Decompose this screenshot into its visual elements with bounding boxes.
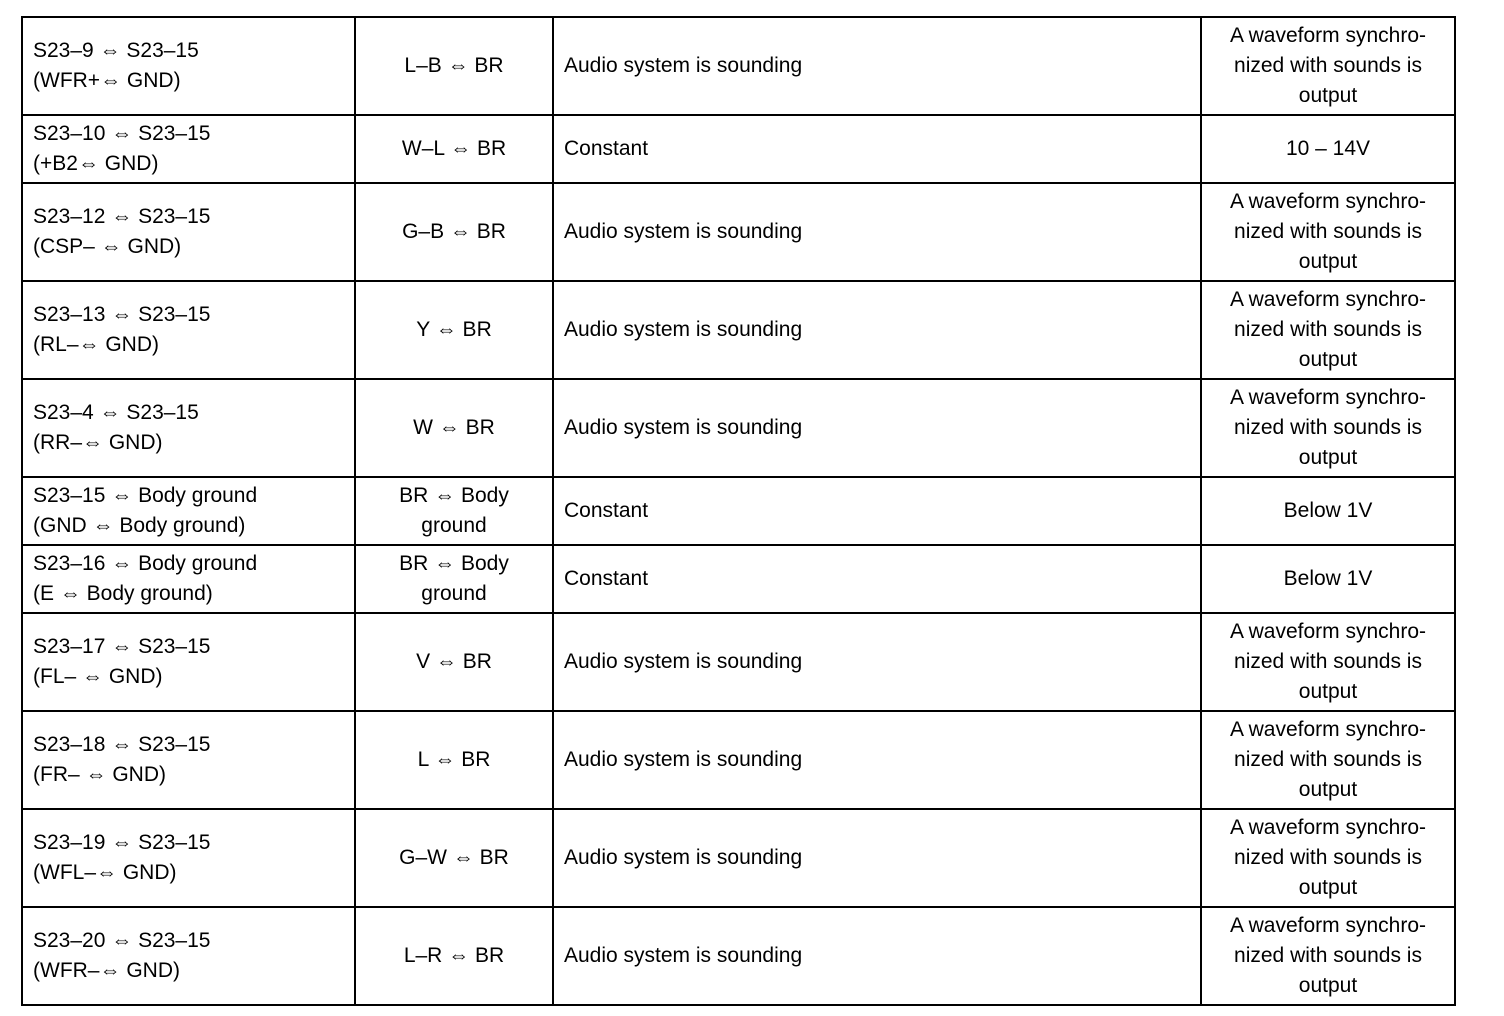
condition-cell: Audio system is sounding: [553, 379, 1201, 477]
wiring-color-cell-line: W ⇔ BR: [413, 416, 495, 439]
table-row: [22, 17, 1455, 115]
specified-condition-cell-line: Below 1V: [1283, 499, 1373, 522]
wiring-color-cell: [355, 379, 553, 477]
terminal-cell-line: (E ⇔ Body ground): [33, 582, 213, 605]
specified-condition-cell-line: nized with sounds is: [1234, 748, 1422, 771]
specified-condition-cell: [1201, 545, 1455, 613]
specified-condition-cell: [1201, 477, 1455, 545]
wiring-color-cell-line: G–B ⇔ BR: [402, 220, 506, 243]
table-row: [22, 379, 1455, 477]
terminal-cell-line: (WFR+⇔ GND): [33, 69, 181, 92]
terminal-cell-line: (FR– ⇔ GND): [33, 763, 166, 786]
wiring-color-cell: [355, 711, 553, 809]
table-row: [22, 115, 1455, 183]
wiring-color-cell-line: Y ⇔ BR: [416, 318, 492, 341]
specified-condition-cell-line: A waveform synchro-: [1229, 386, 1427, 409]
terminal-cell-line: S23–12 ⇔ S23–15: [33, 205, 211, 228]
terminal-cell-line: (WFL–⇔ GND): [33, 861, 177, 884]
wiring-color-cell: [355, 907, 553, 1005]
terminal-cell-line: (RL–⇔ GND): [33, 333, 160, 356]
condition-cell: Audio system is sounding: [553, 183, 1201, 281]
terminal-cell-line: (FL– ⇔ GND): [33, 665, 163, 688]
wiring-color-cell-line: W–L ⇔ BR: [401, 137, 507, 160]
wiring-color-cell-line: L ⇔ BR: [417, 748, 491, 771]
terminal-cell: [22, 545, 355, 613]
terminal-cell-line: (GND ⇔ Body ground): [33, 514, 246, 537]
specified-condition-cell: [1201, 183, 1455, 281]
wiring-color-cell-line: L–R ⇔ BR: [403, 944, 505, 967]
terminal-cell: [22, 809, 355, 907]
terminal-cell: [22, 613, 355, 711]
specified-condition-cell-line: output: [1298, 250, 1358, 273]
wiring-color-cell-line: L–B ⇔ BR: [404, 54, 504, 77]
terminal-cell-line: S23–9 ⇔ S23–15: [33, 39, 199, 62]
terminal-cell-line: S23–10 ⇔ S23–15: [33, 122, 211, 145]
table-row: [22, 711, 1455, 809]
specified-condition-cell-line: A waveform synchro-: [1229, 620, 1427, 643]
specified-condition-cell-line: nized with sounds is: [1234, 846, 1422, 869]
condition-cell: Constant: [553, 477, 1201, 545]
specified-condition-cell-line: output: [1298, 84, 1358, 107]
terminal-spec-table: [21, 16, 1456, 1006]
terminal-cell: [22, 281, 355, 379]
wiring-color-cell: [355, 613, 553, 711]
specified-condition-cell-line: nized with sounds is: [1234, 944, 1422, 967]
condition-cell: Constant: [553, 545, 1201, 613]
specified-condition-cell-line: nized with sounds is: [1234, 650, 1422, 673]
terminal-cell-line: S23–20 ⇔ S23–15: [33, 929, 211, 952]
wiring-color-cell-line: V ⇔ BR: [416, 650, 492, 673]
terminal-cell-line: (WFR–⇔ GND): [33, 959, 180, 982]
condition-cell: Audio system is sounding: [553, 907, 1201, 1005]
terminal-cell-line: S23–18 ⇔ S23–15: [33, 733, 211, 756]
specified-condition-cell-line: nized with sounds is: [1234, 318, 1422, 341]
terminal-cell: [22, 711, 355, 809]
wiring-color-cell-line: ground: [421, 582, 487, 605]
terminal-cell: [22, 907, 355, 1005]
specified-condition-cell-line: A waveform synchro-: [1229, 24, 1427, 47]
terminal-cell-line: S23–15 ⇔ Body ground: [33, 484, 258, 507]
specified-condition-cell-line: output: [1298, 876, 1358, 899]
table-row: [22, 183, 1455, 281]
wiring-color-cell: [355, 183, 553, 281]
condition-cell: Audio system is sounding: [553, 281, 1201, 379]
specified-condition-cell-line: output: [1298, 348, 1358, 371]
wiring-color-cell: [355, 545, 553, 613]
wiring-color-cell-line: ground: [421, 514, 487, 537]
terminal-cell-line: (+B2⇔ GND): [33, 152, 159, 175]
specified-condition-cell-line: output: [1298, 446, 1358, 469]
terminal-cell: [22, 379, 355, 477]
specified-condition-cell: [1201, 379, 1455, 477]
table-row: [22, 545, 1455, 613]
specified-condition-cell-line: A waveform synchro-: [1229, 718, 1427, 741]
condition-cell: Audio system is sounding: [553, 613, 1201, 711]
specified-condition-cell-line: nized with sounds is: [1234, 220, 1422, 243]
specified-condition-cell-line: output: [1298, 974, 1358, 997]
specified-condition-cell: [1201, 115, 1455, 183]
specified-condition-cell: [1201, 907, 1455, 1005]
terminal-cell: [22, 183, 355, 281]
specified-condition-cell: [1201, 809, 1455, 907]
terminal-cell-line: (CSP– ⇔ GND): [33, 235, 182, 258]
specified-condition-cell: [1201, 17, 1455, 115]
wiring-color-cell-line: BR ⇔ Body: [399, 484, 509, 507]
wiring-color-cell: [355, 809, 553, 907]
terminal-cell-line: S23–17 ⇔ S23–15: [33, 635, 211, 658]
condition-cell: Audio system is sounding: [553, 711, 1201, 809]
specified-condition-cell-line: output: [1298, 778, 1358, 801]
wiring-color-cell: [355, 477, 553, 545]
specified-condition-cell-line: A waveform synchro-: [1229, 816, 1427, 839]
table-row: [22, 613, 1455, 711]
wiring-color-cell: [355, 115, 553, 183]
specified-condition-cell-line: nized with sounds is: [1234, 416, 1422, 439]
terminal-cell: [22, 477, 355, 545]
specified-condition-cell-line: Below 1V: [1283, 567, 1373, 590]
table-row: [22, 907, 1455, 1005]
specified-condition-cell-line: output: [1298, 680, 1358, 703]
specified-condition-cell-line: A waveform synchro-: [1229, 914, 1427, 937]
specified-condition-cell: [1201, 281, 1455, 379]
specified-condition-cell-line: A waveform synchro-: [1229, 190, 1427, 213]
wiring-color-cell-line: G–W ⇔ BR: [399, 846, 509, 869]
condition-cell: Audio system is sounding: [553, 17, 1201, 115]
terminal-cell-line: S23–13 ⇔ S23–15: [33, 303, 211, 326]
specified-condition-cell-line: 10 – 14V: [1285, 137, 1371, 160]
terminal-cell-line: S23–16 ⇔ Body ground: [33, 552, 258, 575]
condition-cell: Constant: [553, 115, 1201, 183]
terminal-cell-line: S23–4 ⇔ S23–15: [33, 401, 199, 424]
terminal-cell-line: S23–19 ⇔ S23–15: [33, 831, 211, 854]
wiring-color-cell-line: BR ⇔ Body: [399, 552, 509, 575]
table-body: [22, 17, 1455, 1005]
terminal-cell: [22, 17, 355, 115]
wiring-color-cell: [355, 17, 553, 115]
table-row: [22, 281, 1455, 379]
terminal-cell-line: (RR–⇔ GND): [33, 431, 163, 454]
table-row: [22, 477, 1455, 545]
wiring-color-cell: [355, 281, 553, 379]
specified-condition-cell: [1201, 711, 1455, 809]
specified-condition-cell-line: A waveform synchro-: [1229, 288, 1427, 311]
specified-condition-cell-line: nized with sounds is: [1234, 54, 1422, 77]
condition-cell: Audio system is sounding: [553, 809, 1201, 907]
terminal-cell: [22, 115, 355, 183]
table-row: [22, 809, 1455, 907]
specified-condition-cell: [1201, 613, 1455, 711]
